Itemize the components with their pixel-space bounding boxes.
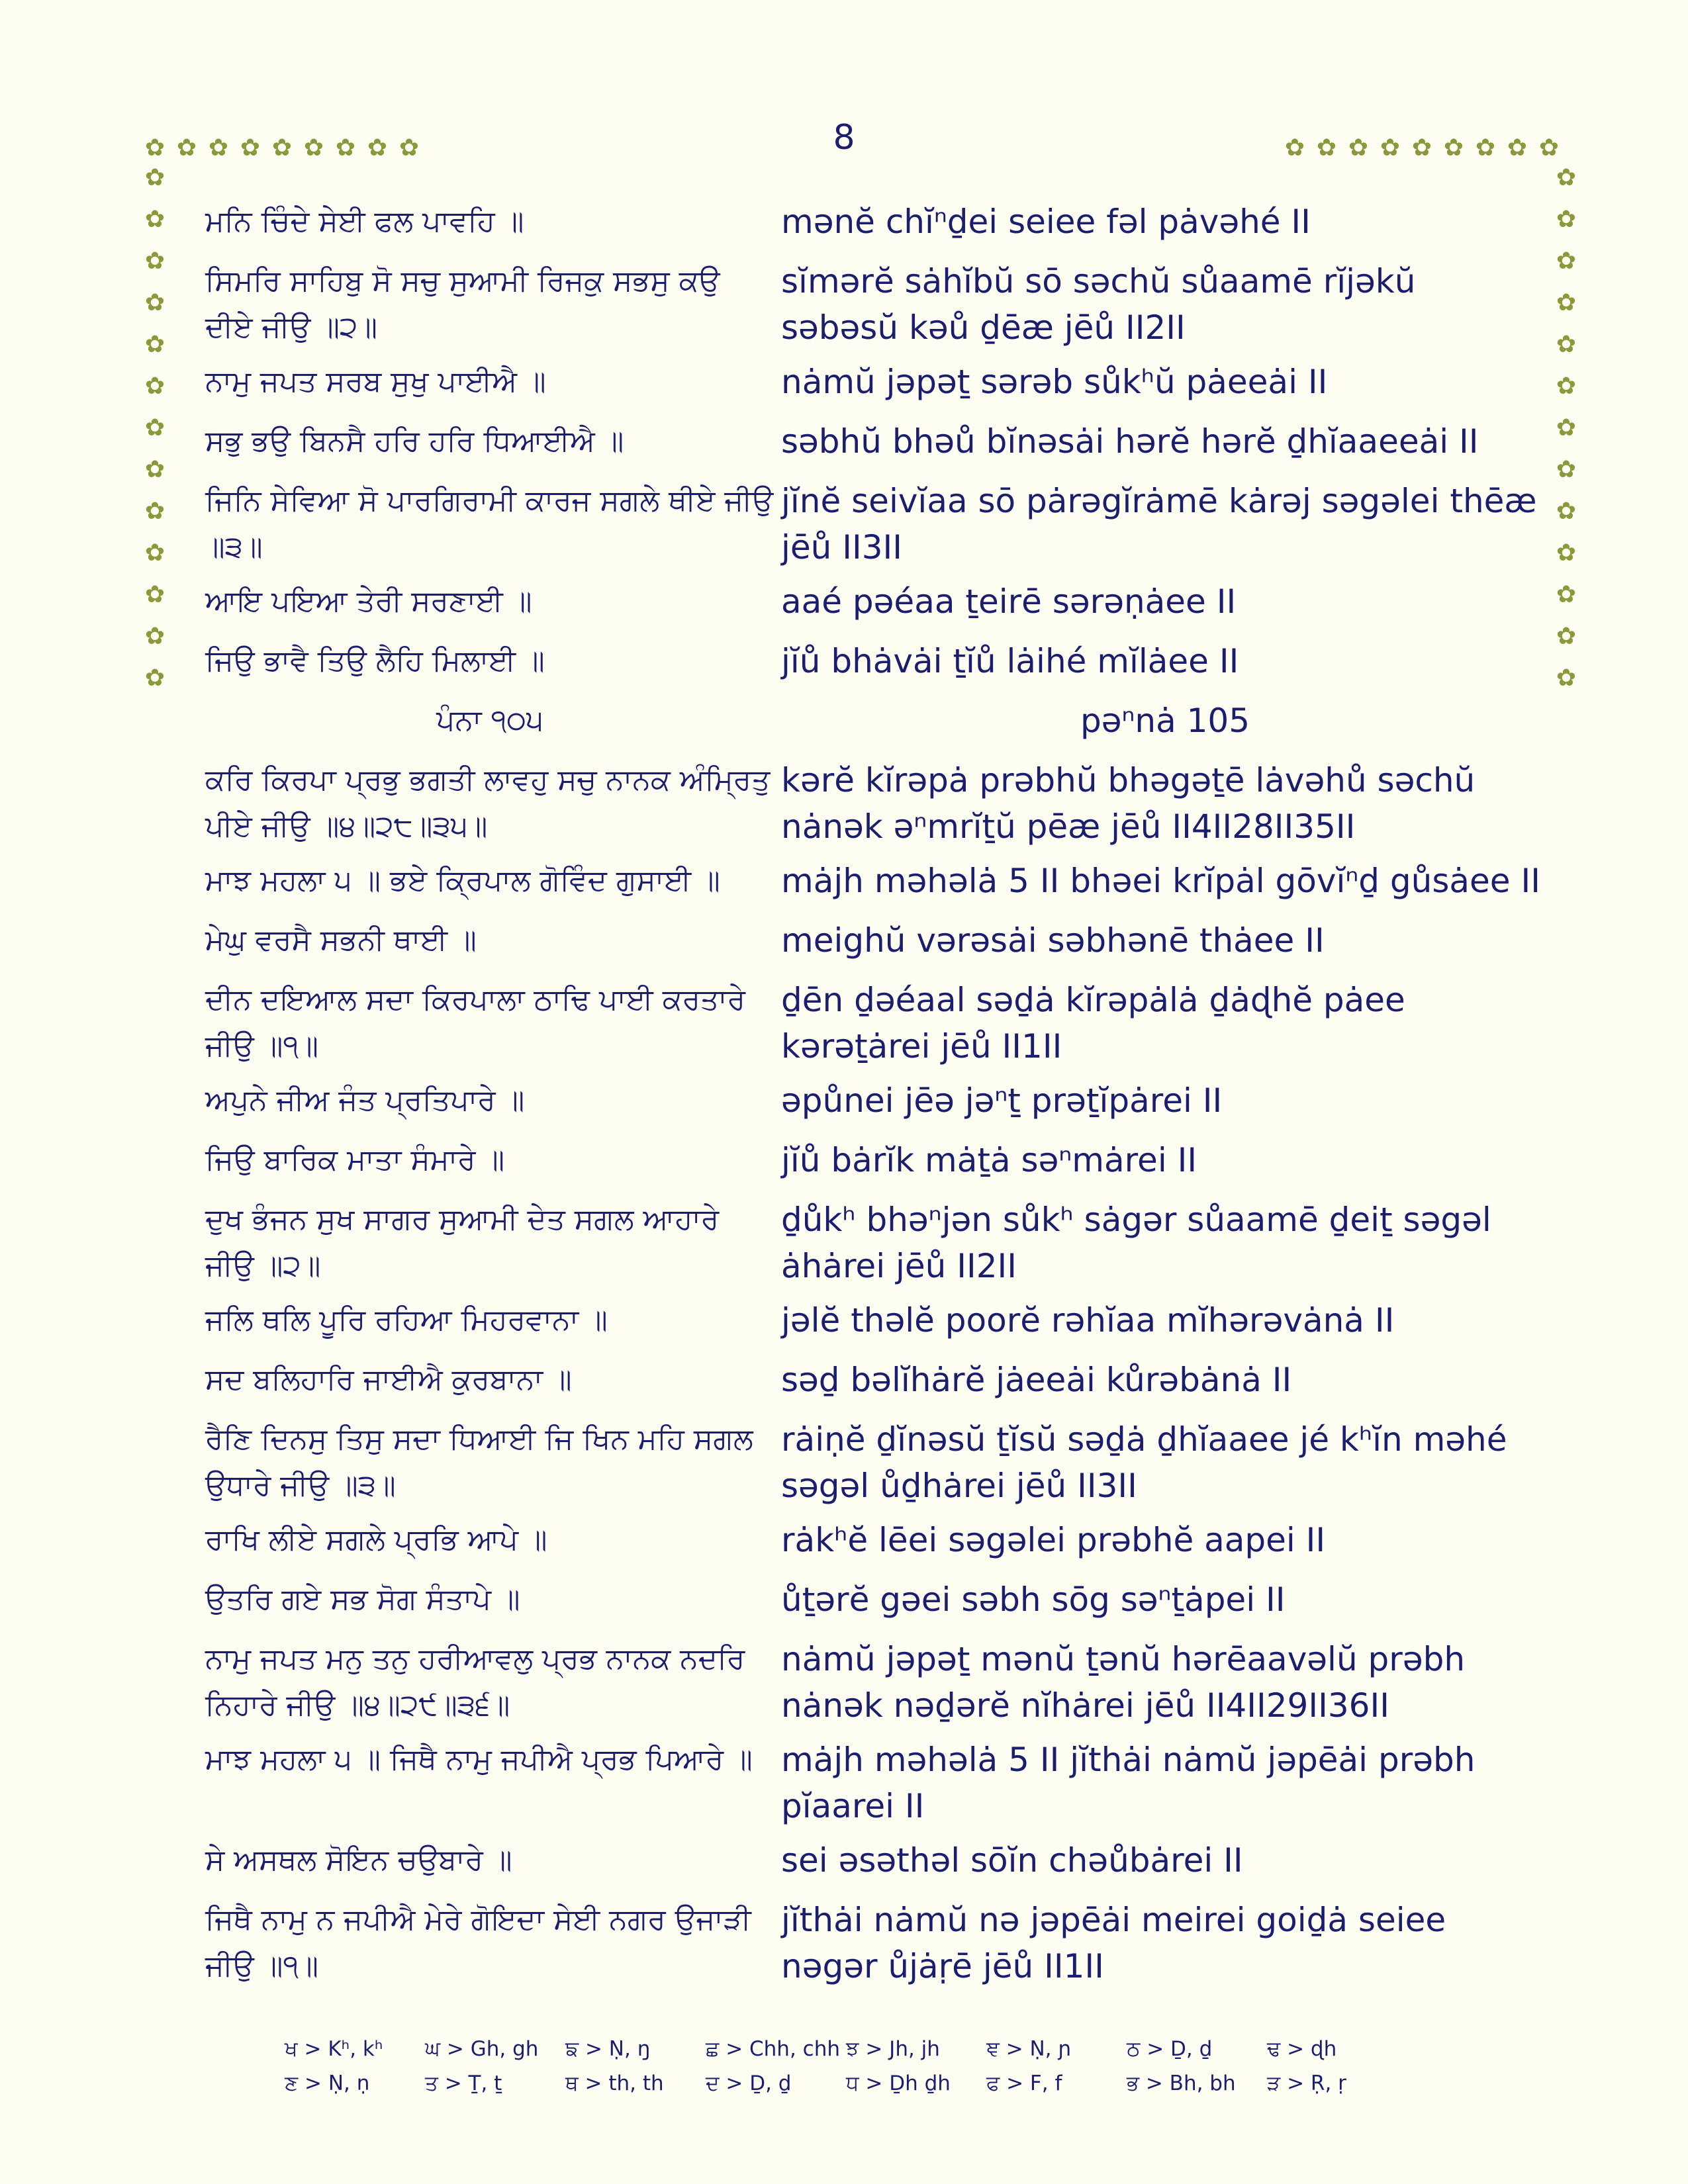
- gurmukhi-text: ਪੰਨਾ ੧੦੫: [436, 704, 543, 737]
- transliteration-text: jĭthȧi nȧmŭ nə jəpēȧi meirei goiḏȧ seiee nəgər ůjȧṛē jēů II1II: [781, 1901, 1446, 1985]
- flower-icon: ✿: [1556, 539, 1577, 567]
- flower-icon: ✿: [144, 456, 165, 483]
- flower-icon: ✿: [144, 581, 165, 608]
- flower-icon: ✿: [144, 664, 165, 692]
- legend-row: [285, 2066, 1410, 2101]
- flower-icon: ✿: [271, 134, 293, 161]
- transliteration-text: səḏ bəlĭhȧrĕ jȧeeȧi kůrəbȧnȧ II: [781, 1361, 1292, 1399]
- gurmukhi-text: ਉਤਰਿ ਗਏ ਸਭ ਸੋਗ ਸੰਤਾਪੇ ॥: [205, 1582, 520, 1616]
- legend-item: ੜ > Ṛ, ṛ: [1267, 2071, 1346, 2095]
- legend-item: ਫ > F, f: [986, 2071, 1062, 2095]
- gurmukhi-text: ਸੇ ਅਸਥਲ ਸੋਇਨ ਚਉਬਾਰੇ ॥: [205, 1843, 512, 1877]
- gurmukhi-text: ਜਿਥੈ ਨਾਮੁ ਨ ਜਪੀਐ ਮੇਰੇ ਗੋਇਦਾ ਸੇਈ ਨਗਰ ਉਜਾੜੀ ਜੀਉ ॥੧॥: [205, 1903, 751, 1983]
- transliteration-legend: [285, 2032, 1410, 2101]
- transliteration-text: mȧjh məhəlȧ 5 II bhəei krĭpȧl gōvĭⁿḏ gůsȧee II: [781, 862, 1540, 900]
- flower-icon: ✿: [1556, 498, 1577, 525]
- transliteration-text: nȧmŭ jəpəṯ sərəb sůkʰŭ pȧeeȧi II: [781, 363, 1328, 401]
- flower-icon: ✿: [1556, 456, 1577, 483]
- flower-icon: ✿: [1556, 623, 1577, 650]
- verse-row: [205, 359, 1542, 418]
- gurmukhi-text: ਜਿਨਿ ਸੇਵਿਆ ਸੋ ਪਾਰਗਿਰਾਮੀ ਕਾਰਜ ਸਗਲੇ ਥੀਏ ਜੀਉ ॥੩॥: [205, 484, 774, 564]
- verse-row: [205, 1517, 1542, 1576]
- flower-icon: ✿: [1556, 373, 1577, 400]
- flower-icon: ✿: [1284, 134, 1305, 161]
- gurmukhi-text: ਸਭੁ ਭਉ ਬਿਨਸੈ ਹਰਿ ਹਰਿ ਧਿਆਈਐ ॥: [205, 424, 624, 458]
- verse-row: [205, 258, 1542, 359]
- legend-item: ਝ > Jh, jh: [846, 2036, 940, 2061]
- flower-icon: ✿: [144, 289, 165, 316]
- verse-row: [205, 1137, 1542, 1197]
- verse-list: [205, 199, 1542, 1997]
- ornament-right: [1554, 165, 1579, 691]
- transliteration-text: jĭnĕ seivĭaa sō pȧrəgĭrȧmē kȧrəj səgəlei thēæ jēů II3II: [781, 482, 1537, 567]
- verse-row: [205, 199, 1542, 258]
- page-heading-row: [205, 698, 1542, 757]
- page-number: 8: [833, 118, 855, 158]
- flower-icon: ✿: [144, 623, 165, 650]
- verse-row: [205, 1357, 1542, 1416]
- ornament-top-left: [142, 136, 422, 161]
- legend-item: ਘ > Gh, gh: [425, 2036, 539, 2061]
- flower-icon: ✿: [1556, 248, 1577, 275]
- legend-item: ਠ > Ḏ, ḏ: [1127, 2036, 1213, 2061]
- verse-row: [205, 1737, 1542, 1837]
- gurmukhi-text: ਆਇ ਪਇਆ ਤੇਰੀ ਸਰਣਾਈ ॥: [205, 584, 532, 618]
- transliteration-text: rȧiṇĕ ḏĭnəsŭ ṯĭsŭ səḏȧ ḏhĭaaee jé kʰĭn məhé səgəl ůḏhȧrei jēů II3II: [781, 1420, 1507, 1505]
- transliteration-text: kərĕ kĭrəpȧ prəbhŭ bhəgəṯē lȧvəhů səchŭ nȧnək əⁿmrĭṯŭ pēæ jēů II4II28II35II: [781, 761, 1476, 846]
- verse-row: [205, 1576, 1542, 1636]
- transliteration-text: mȧjh məhəlȧ 5 II jĭthȧi nȧmŭ jəpēȧi prəbh pĭaarei II: [781, 1741, 1476, 1825]
- flower-icon: ✿: [144, 206, 165, 233]
- transliteration-text: səbhŭ bhəů bĭnəsȧi hərĕ hərĕ ḏhĭaaeeȧi II: [781, 422, 1479, 461]
- gurmukhi-text: ਮੇਘੁ ਵਰਸੈ ਸਭਨੀ ਥਾਈ ॥: [205, 923, 477, 957]
- transliteration-text: ḏēn ḏəéaal səḏȧ kĭrəpȧlȧ ḏȧɖhĕ pȧee kərəṯȧrei jēů II1II: [781, 981, 1405, 1066]
- flower-icon: ✿: [1380, 134, 1401, 161]
- legend-item: ਥ > th, th: [565, 2071, 664, 2095]
- transliteration-text: aaé pəéaa ṯeirē sərəṇȧee II: [781, 582, 1237, 621]
- gurmukhi-text: ਮਾਝ ਮਹਲਾ ੫ ॥ ਭਏ ਕ੍ਰਿਪਾਲ ਗੋਵਿੰਦ ਗੁਸਾਈ ॥: [205, 864, 720, 897]
- flower-icon: ✿: [1348, 134, 1369, 161]
- gurmukhi-text: ਰੈਣਿ ਦਿਨਸੁ ਤਿਸੁ ਸਦਾ ਧਿਆਈ ਜਿ ਖਿਨ ਮਹਿ ਸਗਲ ਉਧਾਰੇ ਜੀਉ ॥੩॥: [205, 1422, 753, 1502]
- transliteration-text: sĭmərĕ sȧhĭbŭ sō səchŭ sůaamē rĭjəkŭ səbəsŭ kəů ḏēæ jēů II2II: [781, 262, 1416, 347]
- transliteration-text: mənĕ chĭⁿḏei seiee fəl pȧvəhé II: [781, 203, 1311, 241]
- verse-row: [205, 1416, 1542, 1517]
- gurmukhi-text: ਨਾਮੁ ਜਪਤ ਸਰਬ ਸੁਖੁ ਪਾਈਐ ॥: [205, 365, 546, 398]
- gurmukhi-text: ਸਦ ਬਲਿਹਾਰਿ ਜਾਈਐ ਕੁਰਬਾਨਾ ॥: [205, 1363, 572, 1396]
- verse-row: [205, 578, 1542, 638]
- gurmukhi-text: ਮਾਝ ਮਹਲਾ ੫ ॥ ਜਿਥੈ ਨਾਮੁ ਜਪੀਐ ਪ੍ਰਭ ਪਿਆਰੇ ॥: [205, 1743, 753, 1776]
- gurmukhi-text: ਜਲਿ ਥਲਿ ਪੂਰਿ ਰਹਿਆ ਮਿਹਰਵਾਨਾ ॥: [205, 1303, 608, 1337]
- verse-row: [205, 1297, 1542, 1357]
- flower-icon: ✿: [144, 331, 165, 358]
- gurmukhi-text: ਦੁਖ ਭੰਜਨ ਸੁਖ ਸਾਗਰ ਸੁਆਮੀ ਦੇਤ ਸਗਲ ਆਹਾਰੇ ਜੀਉ ॥੨॥: [205, 1203, 720, 1283]
- flower-icon: ✿: [1475, 134, 1496, 161]
- legend-item: ਣ > Ṇ, ṇ: [285, 2071, 370, 2095]
- verse-row: [205, 418, 1542, 478]
- flower-icon: ✿: [208, 134, 229, 161]
- flower-icon: ✿: [144, 539, 165, 567]
- transliteration-text: jəlĕ thəlĕ poorĕ rəhĭaa mĭhərəvȧnȧ II: [781, 1301, 1395, 1340]
- transliteration-text: jĭů bhȧvȧi ṯĭů lȧihé mĭlȧee II: [781, 642, 1239, 680]
- transliteration-text: sei əsəthəl sōĭn chəůbȧrei II: [781, 1841, 1243, 1880]
- gurmukhi-text: ਮਨਿ ਚਿੰਦੇ ਸੇਈ ਫਲ ਪਾਵਹਿ ॥: [205, 205, 524, 238]
- flower-icon: ✿: [1556, 664, 1577, 692]
- flower-icon: ✿: [1411, 134, 1432, 161]
- verse-row: [205, 917, 1542, 977]
- gurmukhi-text: ਕਰਿ ਕਿਰਪਾ ਪ੍ਰਭੁ ਭਗਤੀ ਲਾਵਹੁ ਸਚੁ ਨਾਨਕ ਅੰਮ੍ਰਿਤੁ ਪੀਏ ਜੀਉ ॥੪॥੨੮॥੩੫॥: [205, 763, 771, 843]
- transliteration-text: ḏůkʰ bhəⁿjən sůkʰ sȧgər sůaamē ḏeiṯ səgəl ȧhȧrei jēů II2II: [781, 1201, 1491, 1285]
- flower-icon: ✿: [1556, 414, 1577, 441]
- flower-icon: ✿: [335, 134, 356, 161]
- legend-row: [285, 2032, 1410, 2066]
- gurmukhi-text: ਜਿਉ ਭਾਵੈ ਤਿਉ ਲੈਹਿ ਮਿਲਾਈ ॥: [205, 644, 545, 678]
- verse-row: [205, 1077, 1542, 1137]
- flower-icon: ✿: [367, 134, 388, 161]
- transliteration-text: meighŭ vərəsȧi səbhənē thȧee II: [781, 921, 1325, 960]
- transliteration-text: pəⁿnȧ 105: [1080, 702, 1250, 740]
- transliteration-text: ůṯərĕ gəei səbh sōg səⁿṯȧpei II: [781, 1580, 1286, 1619]
- flower-icon: ✿: [303, 134, 324, 161]
- legend-item: ਦ > Ḏ, ḏ: [706, 2071, 792, 2095]
- ornament-left: [142, 165, 167, 691]
- flower-icon: ✿: [176, 134, 197, 161]
- verse-row: [205, 638, 1542, 698]
- gurmukhi-text: ਰਾਖਿ ਲੀਏ ਸਗਲੇ ਪ੍ਰਭਿ ਆਪੇ ॥: [205, 1523, 547, 1557]
- transliteration-text: jĭů bȧrĭk mȧṯȧ səⁿmȧrei II: [781, 1141, 1197, 1179]
- legend-item: ਙ > Ṇ, ŋ: [565, 2036, 651, 2061]
- flower-icon: ✿: [1556, 164, 1577, 191]
- legend-item: ਞ > Ṇ, ɲ: [986, 2036, 1072, 2061]
- flower-icon: ✿: [1556, 206, 1577, 233]
- flower-icon: ✿: [1556, 289, 1577, 316]
- flower-icon: ✿: [1443, 134, 1464, 161]
- transliteration-text: nȧmŭ jəpəṯ mənŭ ṯənŭ hərēaavəlŭ prəbh nȧnək nəḏərĕ nĭhȧrei jēů II4II29II36II: [781, 1640, 1466, 1725]
- legend-item: ਭ > Bh, bh: [1127, 2071, 1236, 2095]
- flower-icon: ✿: [1556, 331, 1577, 358]
- flower-icon: ✿: [144, 498, 165, 525]
- verse-row: [205, 478, 1542, 578]
- gurmukhi-text: ਜਿਉ ਬਾਰਿਕ ਮਾਤਾ ਸੰਮਾਰੇ ॥: [205, 1143, 505, 1177]
- verse-row: [205, 1636, 1542, 1737]
- flower-icon: ✿: [144, 134, 165, 161]
- verse-row: [205, 1897, 1542, 1997]
- flower-icon: ✿: [1556, 581, 1577, 608]
- flower-icon: ✿: [144, 248, 165, 275]
- flower-icon: ✿: [144, 414, 165, 441]
- legend-item: ਛ > Chh, chh: [706, 2036, 841, 2061]
- gurmukhi-text: ਨਾਮੁ ਜਪਤ ਮਨੁ ਤਨੁ ਹਰੀਆਵਲੁ ਪ੍ਰਭ ਨਾਨਕ ਨਦਰਿ ਨਿਹਾਰੇ ਜੀਉ ॥੪॥੨੯॥੩੬॥: [205, 1642, 745, 1722]
- legend-item: ਧ > Ḏh ḏh: [846, 2071, 951, 2095]
- gurmukhi-text: ਅਪੁਨੇ ਜੀਅ ਜੰਤ ਪ੍ਰਤਿਪਾਰੇ ॥: [205, 1083, 525, 1117]
- flower-icon: ✿: [240, 134, 261, 161]
- verse-row: [205, 858, 1542, 917]
- flower-icon: ✿: [144, 373, 165, 400]
- verse-row: [205, 1837, 1542, 1897]
- verse-row: [205, 757, 1542, 858]
- verse-row: [205, 977, 1542, 1077]
- flower-icon: ✿: [1538, 134, 1560, 161]
- verse-row: [205, 1197, 1542, 1297]
- legend-item: ਖ > Kʰ, kʰ: [285, 2036, 383, 2061]
- gurmukhi-text: ਸਿਮਰਿ ਸਾਹਿਬੁ ਸੋ ਸਚੁ ਸੁਆਮੀ ਰਿਜਕੁ ਸਭਸੁ ਕਉ ਦੀਏ ਜੀਉ ॥੨॥: [205, 264, 720, 344]
- gurmukhi-text: ਦੀਨ ਦਇਆਲ ਸਦਾ ਕਿਰਪਾਲਾ ਠਾਢਿ ਪਾਈ ਕਰਤਾਰੇ ਜੀਉ ॥੧॥: [205, 983, 746, 1063]
- flower-icon: ✿: [1316, 134, 1337, 161]
- transliteration-text: rȧkʰĕ lēei səgəlei prəbhĕ aapei II: [781, 1521, 1326, 1559]
- transliteration-text: əpůnei jēə jəⁿṯ prəṯĭpȧrei II: [781, 1081, 1223, 1120]
- flower-icon: ✿: [399, 134, 420, 161]
- flower-icon: ✿: [1507, 134, 1528, 161]
- legend-item: ਢ > ɖh: [1267, 2036, 1337, 2061]
- flower-icon: ✿: [144, 164, 165, 191]
- legend-item: ਤ > Ṯ, ṯ: [425, 2071, 502, 2095]
- ornament-top-right: [1282, 136, 1562, 161]
